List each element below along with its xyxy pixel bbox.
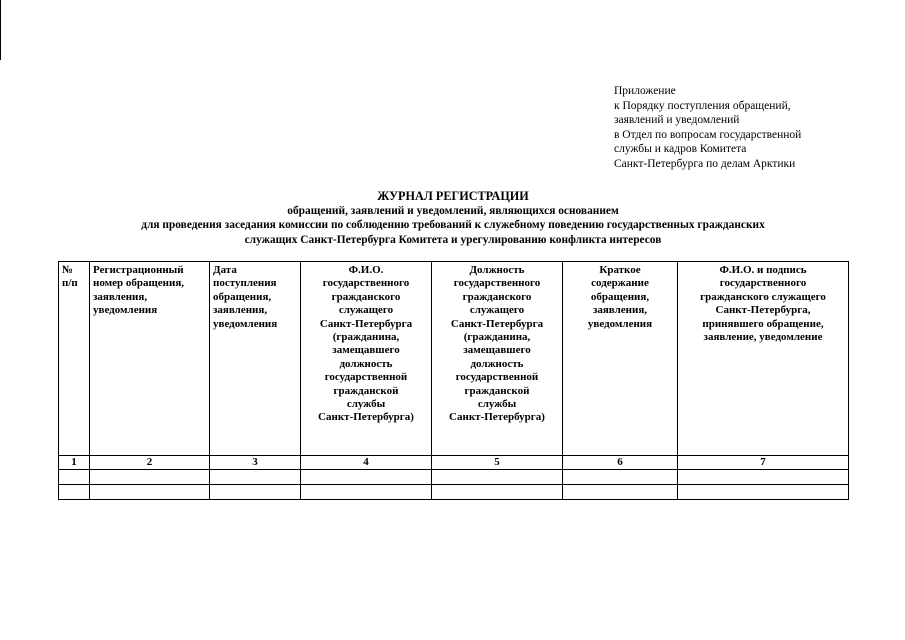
empty-cell: [210, 470, 301, 485]
journal-subtitle-line: обращений, заявлений и уведомлений, являющихся основанием: [287, 204, 619, 217]
column-number: 7: [678, 456, 849, 470]
registration-table: [58, 261, 849, 500]
column-header-number: № п/п: [59, 262, 90, 456]
empty-cell: [210, 485, 301, 500]
empty-cell: [432, 470, 563, 485]
appendix-line: к Порядку поступления обращений,: [614, 99, 791, 112]
empty-cell: [301, 485, 432, 500]
column-number: 2: [90, 456, 210, 470]
table-header-row: [59, 262, 849, 456]
journal-heading: [60, 189, 846, 247]
journal-subtitle-line: служащих Санкт-Петербурга Комитета и урегулированию конфликта интересов: [244, 233, 662, 246]
empty-cell: [432, 485, 563, 500]
appendix-line: службы и кадров Комитета: [614, 143, 747, 156]
column-header-receiver-signature: Ф.И.О. и подпись государственного гражданского служащего Санкт-Петербурга, принявшего обращение, заявление, уведомление: [678, 262, 849, 456]
appendix-line: Санкт-Петербурга по делам Арктики: [614, 157, 796, 170]
empty-cell: [301, 470, 432, 485]
column-header-employee-name: Ф.И.О. государственного гражданского служащего Санкт-Петербурга (гражданина, замещавшего должность государственной гражданской службы Санкт-Петербурга): [301, 262, 432, 456]
appendix-line: Приложение: [614, 85, 676, 97]
empty-cell: [90, 470, 210, 485]
page-edge-line: [0, 0, 1, 60]
journal-title: ЖУРНАЛ РЕГИСТРАЦИИ: [377, 189, 529, 203]
column-number-row: [59, 456, 849, 470]
appendix-line: в Отдел по вопросам государственной: [614, 128, 802, 141]
empty-cell: [90, 485, 210, 500]
column-number: 3: [210, 456, 301, 470]
column-header-receipt-date: Дата поступления обращения, заявления, уведомления: [210, 262, 301, 456]
empty-table-row: [59, 485, 849, 500]
column-number: 5: [432, 456, 563, 470]
empty-cell: [59, 485, 90, 500]
empty-cell: [563, 470, 678, 485]
column-header-employee-position: Должность государственного гражданского служащего Санкт-Петербурга (гражданина, замещавшего должность государственной гражданской службы Санкт-Петербурга): [432, 262, 563, 456]
empty-cell: [678, 485, 849, 500]
empty-table-row: [59, 470, 849, 485]
column-number: 4: [301, 456, 432, 470]
empty-cell: [678, 470, 849, 485]
column-number: 6: [563, 456, 678, 470]
journal-subtitle-line: для проведения заседания комиссии по соблюдению требований к служебному поведению государственных гражданских: [141, 219, 765, 232]
appendix-line: заявлений и уведомлений: [614, 114, 740, 127]
empty-cell: [59, 470, 90, 485]
column-header-registration-number: Регистрационный номер обращения, заявления, уведомления: [90, 262, 210, 456]
appendix-note: [614, 84, 894, 172]
column-header-summary: Краткое содержание обращения, заявления, уведомления: [563, 262, 678, 456]
column-number: 1: [59, 456, 90, 470]
empty-cell: [563, 485, 678, 500]
